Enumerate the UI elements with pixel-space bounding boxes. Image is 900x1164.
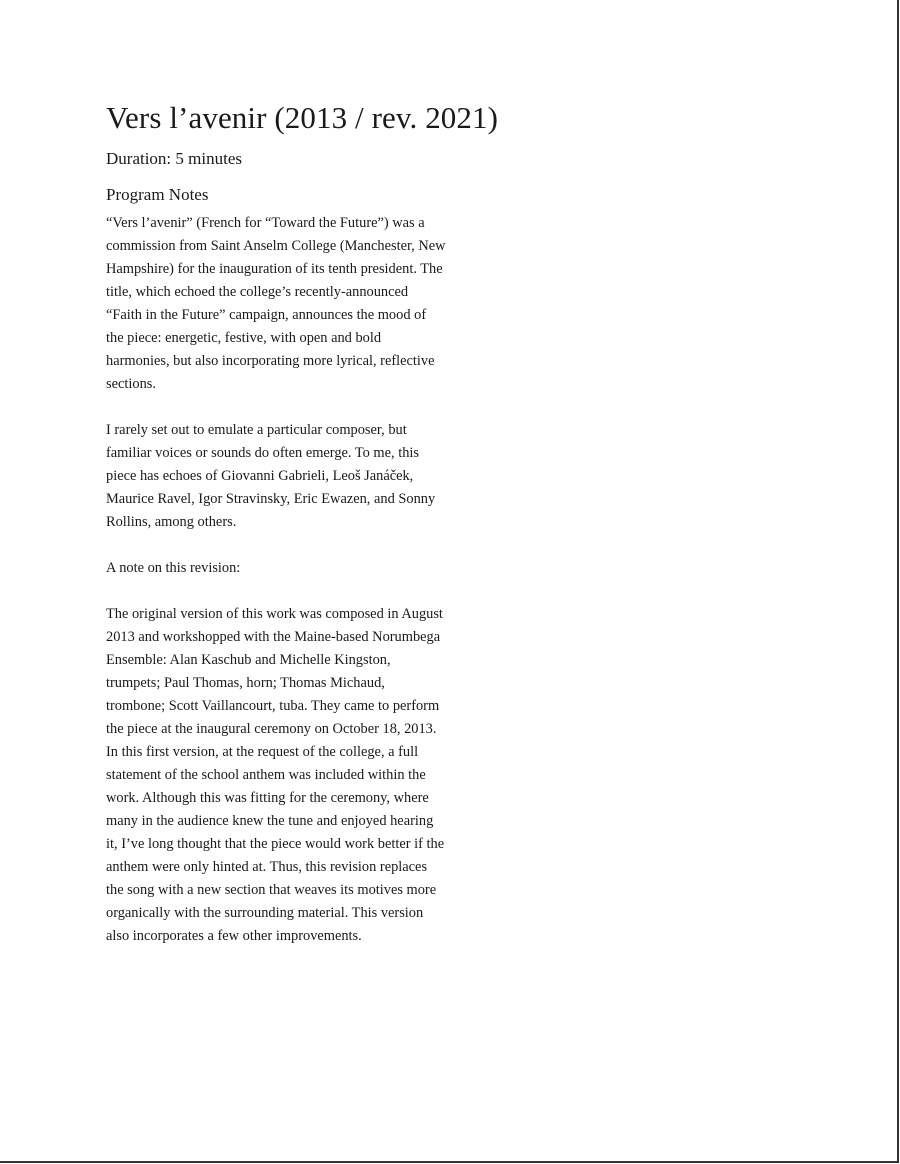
paragraph-influences: I rarely set out to emulate a particular composer, but familiar voices or sounds do often emerge. To me, this piece has echoes of Giovanni Gabrieli, Leoš Janáček, Maurice Ravel, Igor Stravinsky, Eric Ewazen, and Sonny Rollins, among others.	[106, 422, 436, 530]
paragraph-revision-history: The original version of this work was composed in August 2013 and workshopped with the Maine-based Norumbega Ensemble: Alan Kaschub and Michelle Kingston, trumpets; Paul Thomas, horn; Thomas Michaud, trombone; Scott Vaillancourt, tuba. They came to perform the piece at the inaugural ceremony on October 18, 2013. In this first version, at the request of the college, a full statement of the school anthem was included within the work. Although this was fitting for the ceremony, where many in the audience knew the tune and enjoyed hearing it, I’ve long thought that the piece would work better if the anthem were only hinted at. Thus, this revision replaces the song with a new section that weaves its motives more organically with the surrounding material. This version also incorporates a few other improvements.	[106, 606, 445, 944]
paragraph-commission: “Vers l’avenir” (French for “Toward the Future”) was a commission from Saint Anselm College (Manchester, New Hampshire) for the inauguration of its tenth president. The title, which echoed the college’s recently-announced “Faith in the Future” campaign, announces the mood of the piece: energetic, festive, with open and bold harmonies, but also incorporating more lyrical, reflective sections.	[106, 215, 446, 392]
page-content	[106, 98, 506, 948]
page-title: Vers l’avenir (2013 / rev. 2021)	[106, 100, 499, 135]
duration-line: Duration: 5 minutes	[106, 149, 242, 168]
program-notes-heading: Program Notes	[106, 185, 209, 204]
paragraph-revision-label: A note on this revision:	[106, 560, 241, 576]
